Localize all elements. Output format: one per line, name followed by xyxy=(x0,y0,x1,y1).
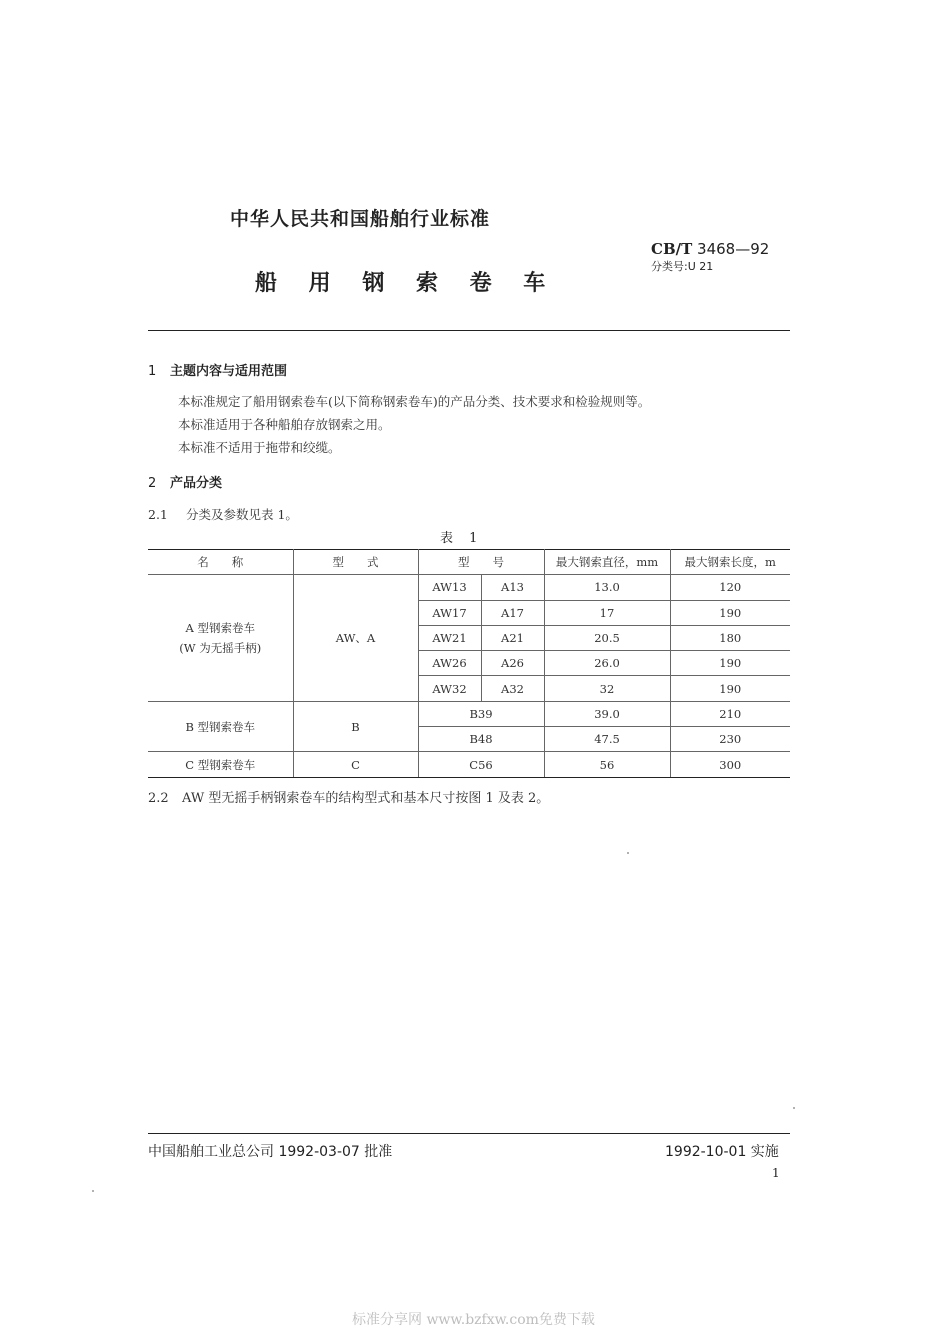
section-2-1-number: 2.1 xyxy=(148,507,168,522)
max-length: 190 xyxy=(670,600,790,625)
standard-number: 3468—92 xyxy=(697,240,770,258)
section-1-heading xyxy=(148,360,287,379)
standard-code xyxy=(651,240,769,258)
model-a: A13 xyxy=(481,575,544,600)
page-number: 1 xyxy=(772,1166,780,1180)
max-diameter: 20.5 xyxy=(544,625,670,650)
max-diameter: 56 xyxy=(544,752,670,777)
section-1-paragraph-3: 本标准不适用于拖带和绞缆。 xyxy=(178,440,341,455)
model: B39 xyxy=(418,701,544,726)
section-2-heading xyxy=(148,472,222,491)
model-aw: AW17 xyxy=(418,600,481,625)
watermark: 标准分享网 www.bzfxw.com免费下载 xyxy=(352,1312,595,1328)
scan-speck xyxy=(793,1107,795,1109)
standard-category-title: 中华人民共和国船舶行业标准 xyxy=(230,208,491,230)
group-b-type: B xyxy=(293,701,418,752)
section-2-number: 2 xyxy=(148,476,157,491)
model: B48 xyxy=(418,727,544,752)
max-length: 230 xyxy=(670,727,790,752)
max-length: 190 xyxy=(670,651,790,676)
model: C56 xyxy=(418,752,544,777)
section-2-2 xyxy=(148,787,549,806)
header-max-length: 最大钢索长度，m xyxy=(670,550,790,575)
max-diameter: 13.0 xyxy=(544,575,670,600)
group-a-type: AW、A xyxy=(293,575,418,701)
table-1-caption: 表 1 xyxy=(440,531,484,546)
model-a: A21 xyxy=(481,625,544,650)
document-title: 船 用 钢 索 卷 车 xyxy=(255,271,546,296)
scan-speck xyxy=(92,1190,94,1192)
header-name: 名 称 xyxy=(148,550,293,575)
scan-speck xyxy=(627,852,629,854)
group-a-name-line-1: A 型钢索卷车 xyxy=(185,621,255,636)
model-a: A17 xyxy=(481,600,544,625)
table-row xyxy=(148,575,790,600)
effective-date: 1992-10-01 实施 xyxy=(665,1144,779,1160)
max-length: 210 xyxy=(670,701,790,726)
header-type: 型 式 xyxy=(293,550,418,575)
header-divider xyxy=(148,330,790,331)
model-aw: AW13 xyxy=(418,575,481,600)
table-header-row xyxy=(148,550,790,575)
section-1-paragraph-2: 本标准适用于各种船舶存放钢索之用。 xyxy=(178,417,391,432)
group-c-name: C 型钢索卷车 xyxy=(148,752,293,777)
model-aw: AW21 xyxy=(418,625,481,650)
max-diameter: 47.5 xyxy=(544,727,670,752)
section-2-title: 产品分类 xyxy=(170,476,223,491)
max-length: 300 xyxy=(670,752,790,777)
max-diameter: 26.0 xyxy=(544,651,670,676)
header-model: 型 号 xyxy=(418,550,544,575)
group-a-name-line-2: (W 为无摇手柄) xyxy=(179,641,262,656)
max-diameter: 32 xyxy=(544,676,670,701)
header-max-diameter: 最大钢索直径，mm xyxy=(544,550,670,575)
section-1-title: 主题内容与适用范围 xyxy=(170,364,288,379)
max-length: 120 xyxy=(670,575,790,600)
standard-prefix: CB/T xyxy=(651,240,693,258)
approval-line: 中国船舶工业总公司 1992-03-07 批准 xyxy=(148,1144,393,1160)
table-row xyxy=(148,701,790,726)
model-aw: AW32 xyxy=(418,676,481,701)
group-c-type: C xyxy=(293,752,418,777)
table-1 xyxy=(148,549,790,778)
section-1-number: 1 xyxy=(148,364,157,379)
group-a-name xyxy=(148,575,293,701)
section-2-1 xyxy=(148,505,298,523)
group-b-name: B 型钢索卷车 xyxy=(148,701,293,752)
section-2-1-text: 分类及参数见表 1。 xyxy=(186,507,298,522)
max-length: 180 xyxy=(670,625,790,650)
classification-code: 分类号:U 21 xyxy=(651,260,714,273)
table-row xyxy=(148,752,790,777)
section-1-paragraph-1: 本标准规定了船用钢索卷车(以下简称钢索卷车)的产品分类、技术要求和检验规则等。 xyxy=(178,394,651,409)
max-diameter: 17 xyxy=(544,600,670,625)
max-length: 190 xyxy=(670,676,790,701)
footer-divider xyxy=(148,1133,790,1134)
model-aw: AW26 xyxy=(418,651,481,676)
section-2-2-text: AW 型无摇手柄钢索卷车的结构型式和基本尺寸按图 1 及表 2。 xyxy=(182,791,550,806)
section-2-2-number: 2.2 xyxy=(148,791,169,806)
model-a: A32 xyxy=(481,676,544,701)
max-diameter: 39.0 xyxy=(544,701,670,726)
model-a: A26 xyxy=(481,651,544,676)
